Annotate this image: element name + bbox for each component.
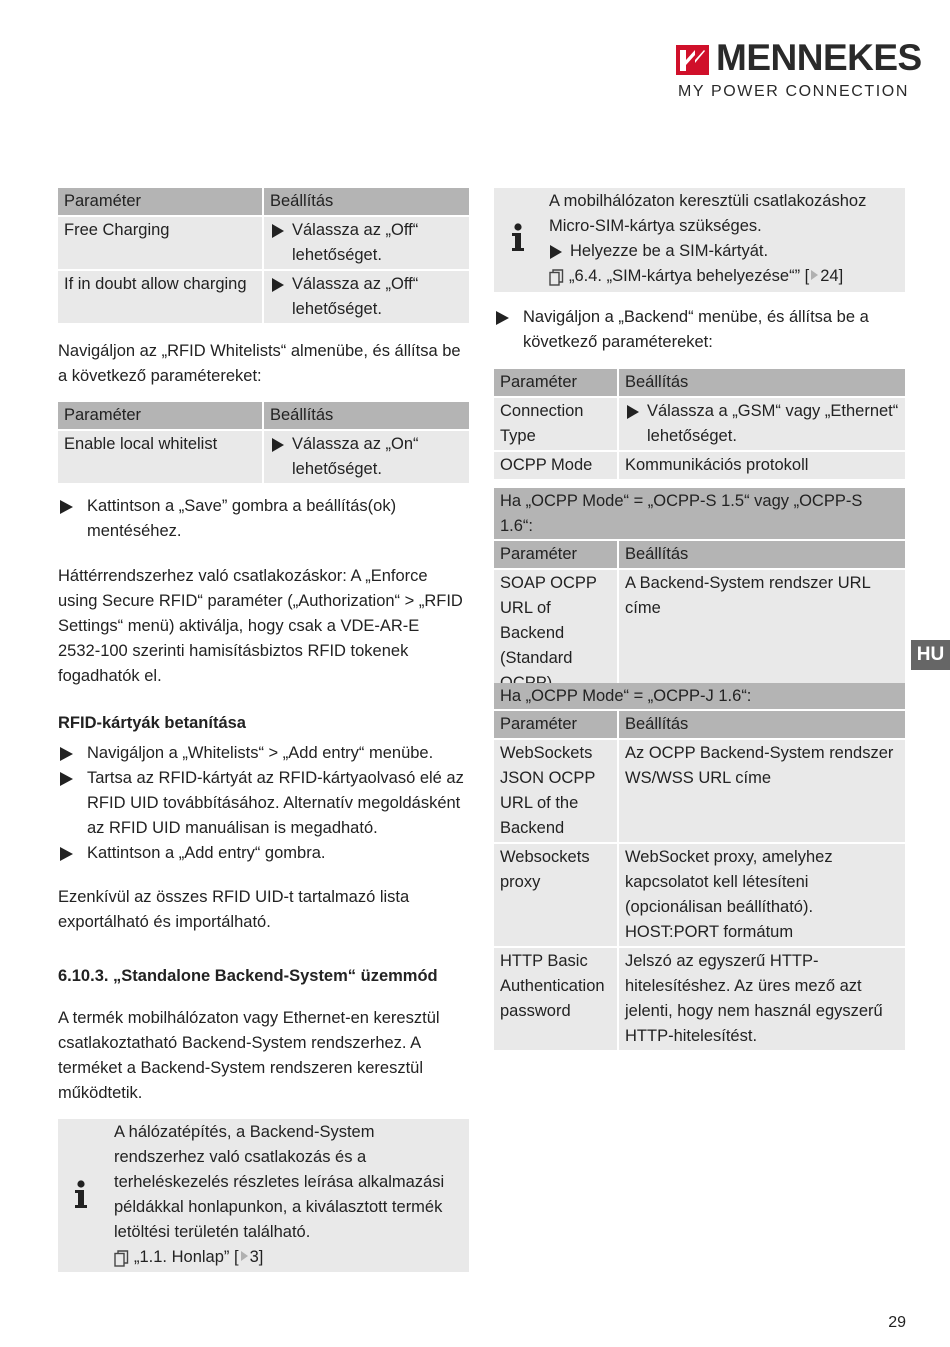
param-cell: WebSockets JSON OCPP URL of the Backend bbox=[494, 739, 618, 843]
condition-cell: Ha „OCPP Mode“ = „OCPP-J 1.6“: bbox=[494, 683, 905, 710]
column-header: Paraméter bbox=[494, 540, 618, 569]
param-cell: HTTP Basic Authentication password bbox=[494, 947, 618, 1050]
column-header: Beállítás bbox=[618, 540, 905, 569]
param-cell: Free Charging bbox=[58, 216, 263, 270]
setting-cell: A Backend-System rendszer URL címe bbox=[618, 569, 905, 697]
page-arrow-icon bbox=[241, 1251, 248, 1261]
condition-row bbox=[494, 488, 905, 540]
brand-tagline: MY POWER CONNECTION bbox=[678, 83, 910, 100]
condition-row bbox=[494, 683, 905, 710]
secure-rfid-paragraph: Háttérrendszerhez való csatlakozáskor: A „Enforce using Secure RFID“ paraméter („Authorization“ > „RFID Settings“ menü) aktiválja, hogy csak a VDE-AR-E 2532-100 szerinti hamisításbiztos RFID tokenek fogadhatók el. bbox=[58, 567, 463, 685]
table-row bbox=[58, 216, 469, 270]
table-row bbox=[494, 843, 905, 947]
page-arrow-icon bbox=[811, 270, 818, 280]
local-whitelist-table bbox=[58, 402, 469, 483]
arrow-right-icon bbox=[272, 438, 284, 452]
mennekes-logo-mark-icon bbox=[676, 45, 709, 75]
whitelist-settings-table bbox=[58, 188, 469, 323]
sim-note bbox=[494, 188, 905, 292]
page-number: 29 bbox=[888, 1314, 906, 1331]
rfid-step: Kattintson a „Add entry“ gombra. bbox=[58, 841, 469, 866]
column-header: Paraméter bbox=[494, 369, 618, 397]
arrow-right-icon bbox=[272, 224, 284, 238]
rfid-step: Navigáljon a „Whitelists“ > „Add entry“ menübe. bbox=[58, 741, 473, 766]
param-cell: Enable local whitelist bbox=[58, 430, 263, 483]
document-icon bbox=[114, 1250, 129, 1267]
note-text: A mobilhálózaton keresztüli csatlakozáshoz Micro-SIM-kártya szükséges. bbox=[549, 192, 867, 235]
table-row bbox=[494, 947, 905, 1050]
setting-cell: Válassza a „GSM“ vagy „Ethernet“ lehetőséget. bbox=[618, 397, 905, 451]
table-row bbox=[494, 569, 905, 697]
arrow-right-icon bbox=[550, 245, 562, 259]
save-step: Kattintson a „Save” gombra a beállítás(ok) mentéséhez. bbox=[58, 494, 469, 544]
arrow-right-icon bbox=[496, 311, 509, 325]
info-note bbox=[58, 1119, 469, 1272]
backend-step: Navigáljon a „Backend“ menübe, és állítsa be a következő paramétereket: bbox=[494, 305, 905, 355]
setting-cell: Válassza az „On“ lehetőséget. bbox=[263, 430, 469, 483]
ocpp-s-table bbox=[494, 488, 905, 697]
column-header: Beállítás bbox=[263, 402, 469, 430]
arrow-right-icon bbox=[272, 278, 284, 292]
column-header: Paraméter bbox=[494, 710, 618, 739]
arrow-right-icon bbox=[60, 847, 73, 861]
table-row bbox=[494, 397, 905, 451]
export-import-paragraph: Ezenkívül az összes RFID UID-t tartalmazó lista exportálható és importálható. bbox=[58, 888, 410, 931]
arrow-right-icon bbox=[60, 747, 73, 761]
rfid-heading: RFID-kártyák betanítása bbox=[58, 714, 246, 732]
setting-cell: Kommunikációs protokoll bbox=[618, 451, 905, 479]
param-cell: SOAP OCPP URL of Backend (Standard bbox=[494, 569, 618, 697]
backend-settings-table bbox=[494, 369, 905, 479]
language-tab: HU bbox=[911, 640, 950, 670]
cross-reference-link[interactable]: „1.1. Honlap” [ 3] bbox=[114, 1245, 466, 1270]
ocpp-j-table bbox=[494, 683, 905, 1050]
setting-cell: Jelszó az egyszerű HTTP-hitelesítéshez. Az üres mező azt jelenti, hogy nem használ egyszerű HTTP-hitelesítést. bbox=[618, 947, 905, 1050]
table-header-row bbox=[494, 369, 905, 397]
param-cell: If in doubt allow charging bbox=[58, 270, 263, 323]
setting-cell: Válassza az „Off“ lehetőséget. bbox=[263, 270, 469, 323]
sim-step: Helyezze be a SIM-kártyát. bbox=[549, 239, 903, 264]
info-icon bbox=[72, 1180, 90, 1210]
document-icon bbox=[549, 269, 564, 286]
table-row bbox=[58, 430, 469, 483]
rfid-whitelists-paragraph: Navigáljon az „RFID Whitelists“ almenübe, és állítsa be a következő paramétereket: bbox=[58, 342, 461, 385]
backend-intro-paragraph: A termék mobilhálózaton vagy Ethernet-en keresztül csatlakoztatható Backend-System rendszerhez. A terméket a Backend-System rendszeren keresztül működtetik. bbox=[58, 1009, 440, 1102]
arrow-right-icon bbox=[60, 500, 73, 514]
info-icon bbox=[509, 223, 527, 253]
mennekes-logo bbox=[676, 37, 922, 104]
arrow-right-icon bbox=[60, 772, 73, 786]
table-row bbox=[494, 739, 905, 843]
column-header: Paraméter bbox=[58, 188, 263, 216]
column-header: Paraméter bbox=[58, 402, 263, 430]
note-text: A hálózatépítés, a Backend-System rendszerhez való csatlakozás és a terheléskezelés részletes leírása alkalmazási példákkal honlapunkon, a kiválasztott termék letöltési területén található. bbox=[114, 1123, 445, 1241]
brand-name: MENNEKES bbox=[716, 37, 922, 78]
column-header: Beállítás bbox=[618, 369, 905, 397]
table-header-row bbox=[494, 540, 905, 569]
table-row bbox=[58, 270, 469, 323]
arrow-right-icon bbox=[627, 405, 639, 419]
table-header-row bbox=[494, 710, 905, 739]
table-header-row bbox=[58, 188, 469, 216]
table-row bbox=[494, 451, 905, 479]
param-cell: OCPP Mode bbox=[494, 451, 618, 479]
table-header-row bbox=[58, 402, 469, 430]
param-cell: Websockets proxy bbox=[494, 843, 618, 947]
setting-cell: Válassza az „Off“ lehetőséget. bbox=[263, 216, 469, 270]
param-cell: Connection Type bbox=[494, 397, 618, 451]
setting-cell: WebSocket proxy, amelyhez kapcsolatot kell létesíteni (opcionálisan beállítható). HOST:PORT formátum bbox=[618, 843, 905, 947]
setting-cell: Az OCPP Backend-System rendszer WS/WSS URL címe bbox=[618, 739, 905, 843]
column-header: Beállítás bbox=[263, 188, 469, 216]
condition-cell: Ha „OCPP Mode“ = „OCPP-S 1.5“ vagy „OCPP-S 1.6“: bbox=[494, 488, 905, 540]
section-heading: 6.10.3. „Standalone Backend-System“ üzemmód bbox=[58, 967, 438, 985]
column-header: Beállítás bbox=[618, 710, 905, 739]
rfid-step: Tartsa az RFID-kártyát az RFID-kártyaolvasó elé az RFID UID továbbításához. Alternatív megoldásként az RFID UID manuálisan is megadható. bbox=[58, 766, 469, 841]
cross-reference-link[interactable]: „6.4. „SIM-kártya behelyezése“” [ 24] bbox=[549, 264, 903, 289]
